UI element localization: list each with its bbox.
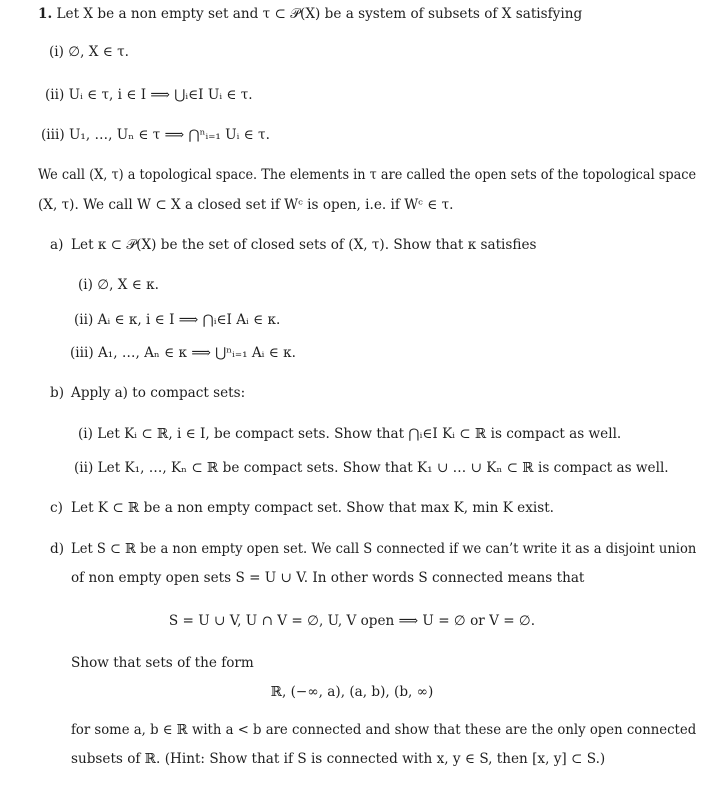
part-b-label: b) xyxy=(50,385,65,401)
definition-line-1: We call (X, τ) a topological space. The elements in τ are called the open sets of the topological space xyxy=(38,167,697,183)
problem-intro-line xyxy=(38,6,582,23)
part-b-item-ii: (ii) Let K₁, …, Kₙ ⊂ ℝ be compact sets. Show that K₁ ∪ … ∪ Kₙ ⊂ ℝ is compact as well. xyxy=(74,460,669,476)
part-c-label: c) xyxy=(50,500,63,516)
part-d-line-2: of non empty open sets S = U ∪ V. In other words S connected means that xyxy=(71,570,585,586)
definition-line-2: (X, τ). We call W ⊂ X a closed set if Wᶜ is open, i.e. if Wᶜ ∈ τ. xyxy=(38,197,454,213)
part-a-text: Let κ ⊂ 𝒫(X) be the set of closed sets of (X, τ). Show that κ satisfies xyxy=(71,237,537,253)
part-b-text: Apply a) to compact sets: xyxy=(71,385,246,401)
part-a-item-iii: (iii) A₁, …, Aₙ ∈ κ ⟹ ⋃ⁿᵢ₌₁ Aᵢ ∈ κ. xyxy=(70,345,296,361)
part-a-label: a) xyxy=(50,237,64,253)
connected-definition-formula: S = U ∪ V, U ∩ V = ∅, U, V open ⟹ U = ∅ or V = ∅. xyxy=(168,613,536,629)
axiom-i: (i) ∅, X ∈ τ. xyxy=(49,44,129,60)
part-d-line-1: Let S ⊂ ℝ be a non empty open set. We call S connected if we can’t write it as a disjoint union xyxy=(71,541,697,557)
problem-intro: Let X be a non empty set and τ ⊂ 𝒫(X) be a system of subsets of X satisfying xyxy=(56,6,583,22)
part-d-closing-1: for some a, b ∈ ℝ with a < b are connected and show that these are the only open connected xyxy=(71,722,697,738)
part-d-closing-2: subsets of ℝ. (Hint: Show that if S is connected with x, y ∈ S, then [x, y] ⊂ S.) xyxy=(71,751,606,767)
part-d-show-line: Show that sets of the form xyxy=(71,655,254,671)
axiom-ii: (ii) Uᵢ ∈ τ, i ∈ I ⟹ ⋃ᵢ∈I Uᵢ ∈ τ. xyxy=(45,87,253,103)
part-d-label: d) xyxy=(50,541,65,557)
part-a-item-i: (i) ∅, X ∈ κ. xyxy=(78,277,159,293)
part-a-item-ii: (ii) Aᵢ ∈ κ, i ∈ I ⟹ ⋂ᵢ∈I Aᵢ ∈ κ. xyxy=(74,312,281,328)
axiom-iii: (iii) U₁, …, Uₙ ∈ τ ⟹ ⋂ⁿᵢ₌₁ Uᵢ ∈ τ. xyxy=(41,127,270,143)
part-c-text: Let K ⊂ ℝ be a non empty compact set. Show that max K, min K exist. xyxy=(71,500,554,516)
interval-sets: ℝ, (−∞, a), (a, b), (b, ∞) xyxy=(270,684,434,700)
problem-number: 1. xyxy=(38,6,53,22)
part-b-item-i: (i) Let Kᵢ ⊂ ℝ, i ∈ I, be compact sets. Show that ⋂ᵢ∈I Kᵢ ⊂ ℝ is compact as well. xyxy=(78,426,622,442)
